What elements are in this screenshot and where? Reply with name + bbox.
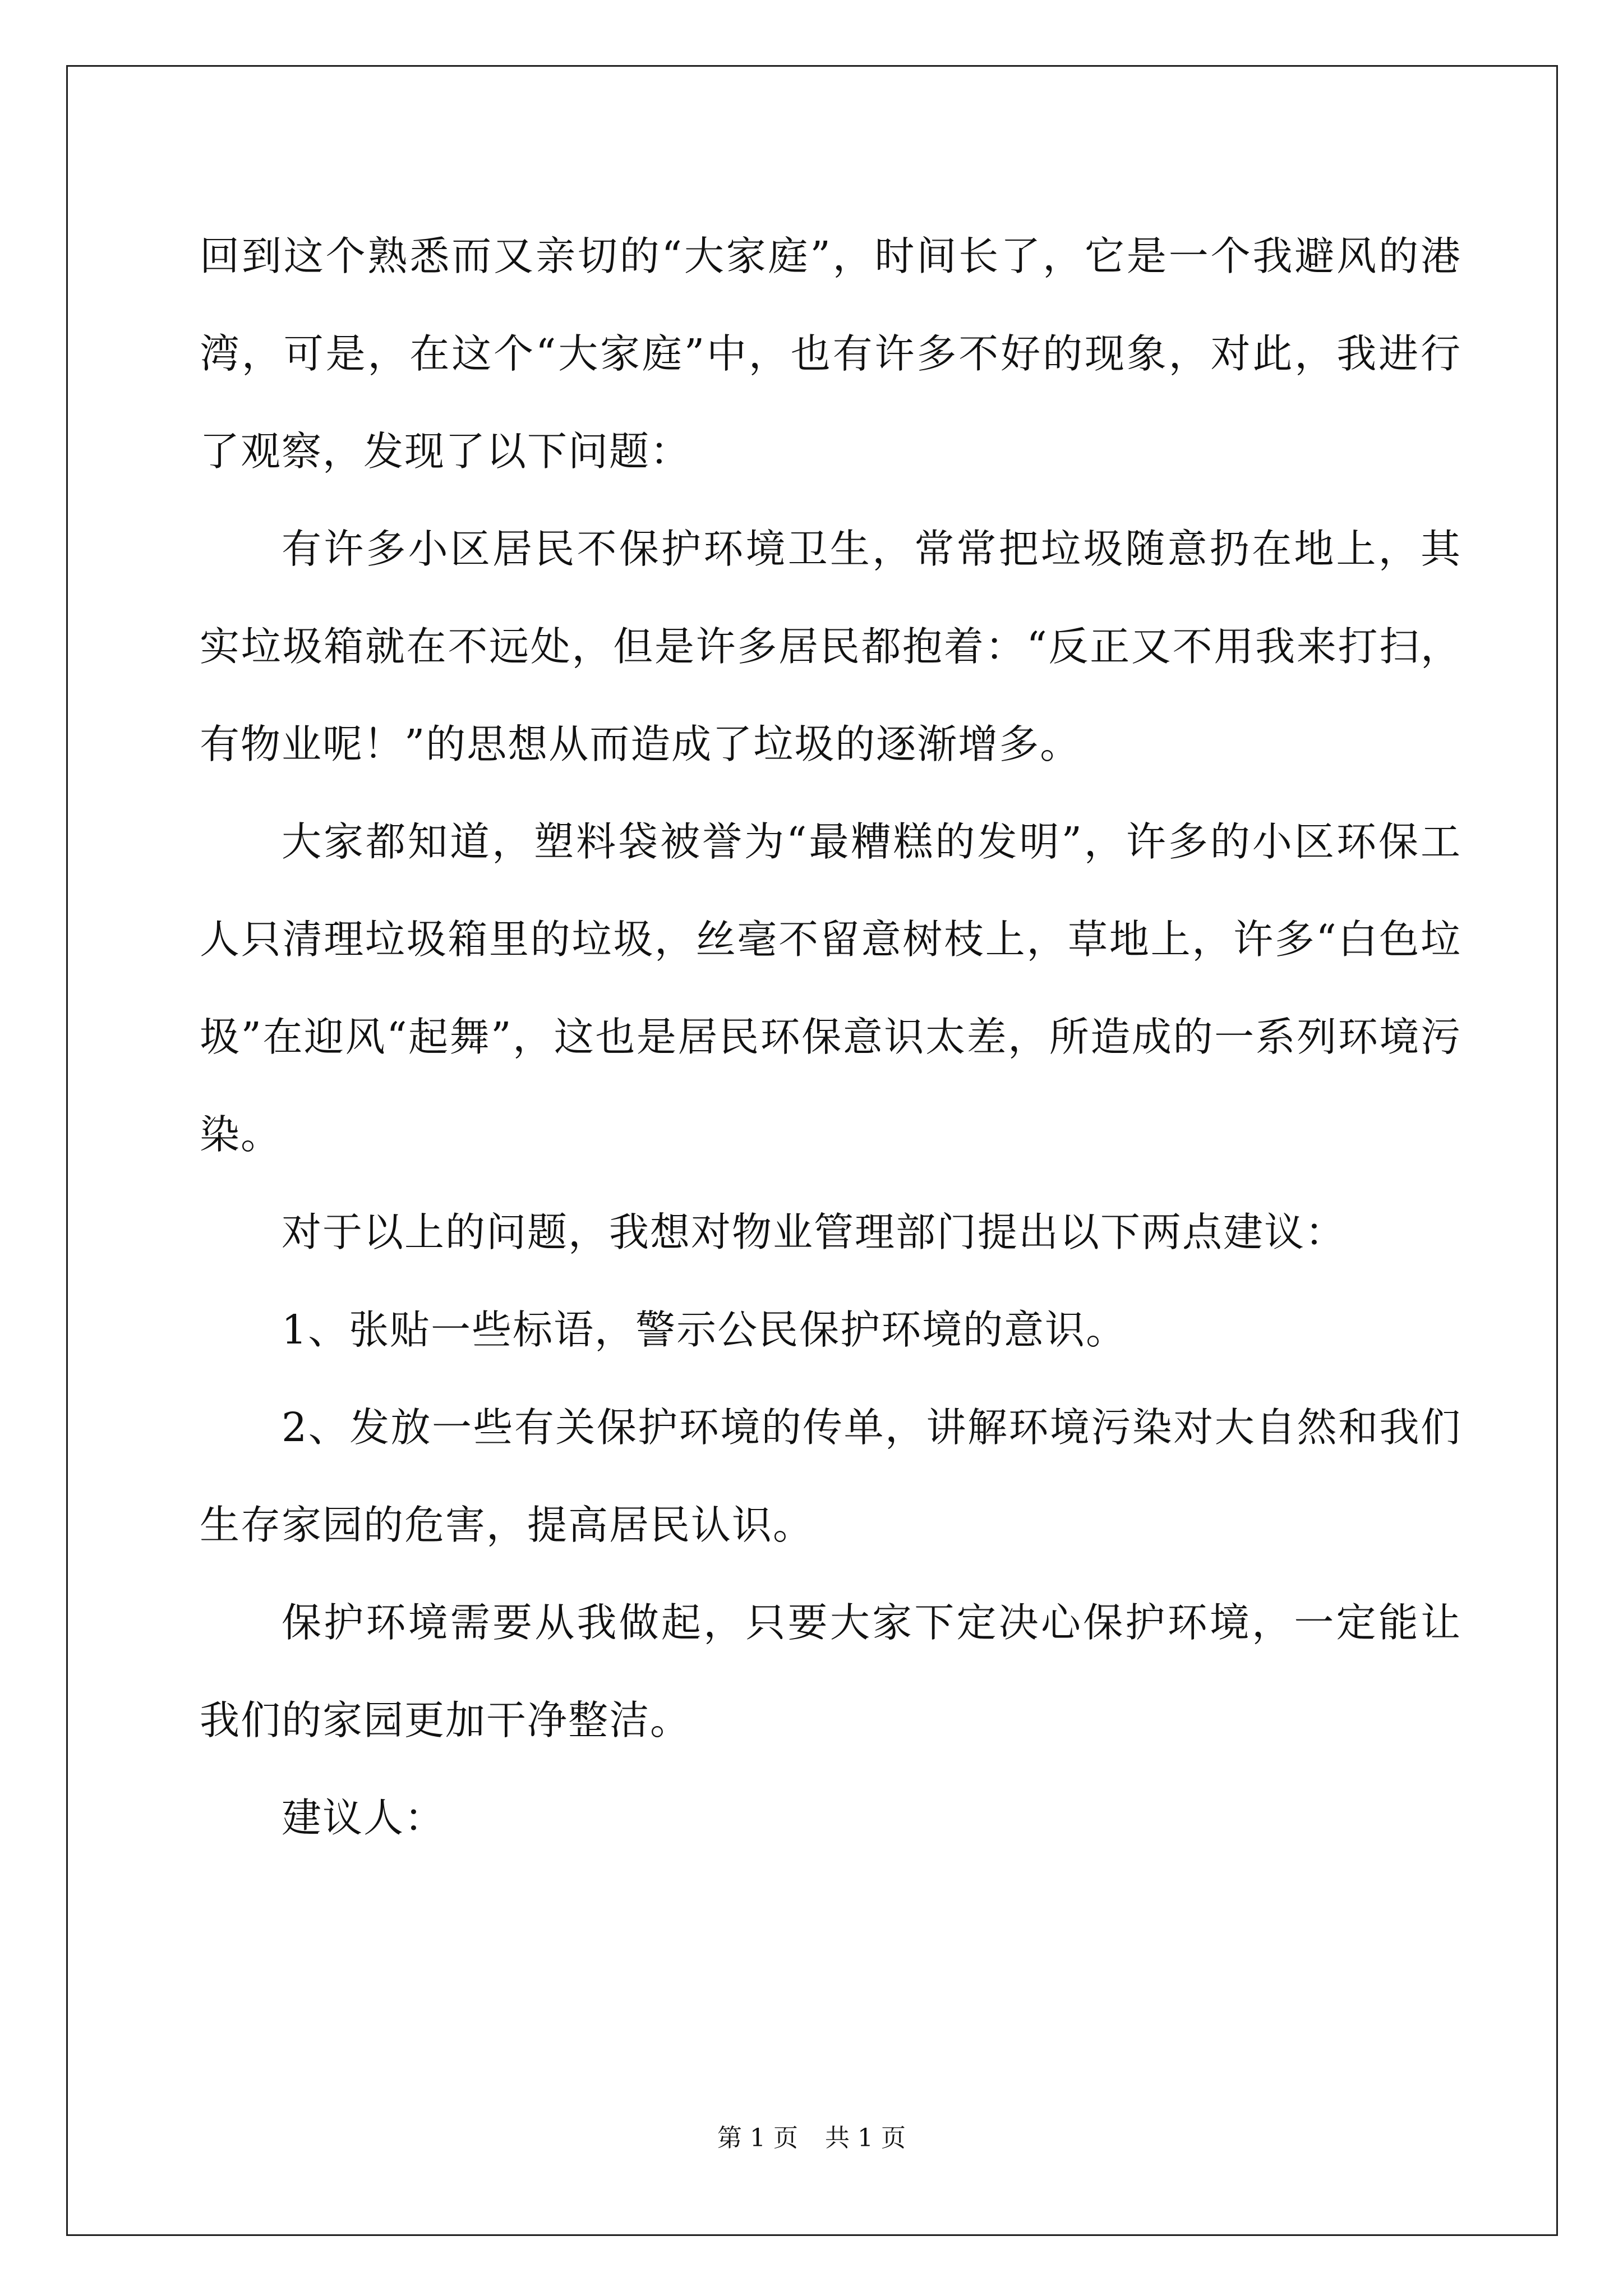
page-number: 第 1 页 [717,2124,798,2152]
document-body [200,208,1461,1867]
paragraph-littering: 有许多小区居民不保护环境卫生，常常把垃圾随意扔在地上，其实垃圾箱就在不远处，但是许多居民都抱着：“反正又不用我来打扫，有物业呢！”的思想从而造成了垃圾的逐渐增多。 [200,526,1461,767]
paragraph-suggestion-lead: 对于以上的问题，我想对物业管理部门提出以下两点建议： [282,1209,1347,1255]
paragraph-suggestion-1: 1、张贴一些标语，警示公民保护环境的意识。 [282,1306,1127,1353]
paragraph-signature: 建议人： [282,1795,446,1841]
page-footer [0,2122,1623,2155]
paragraph-suggestion-2: 2、发放一些有关保护环境的传单，讲解环境污染对大自然和我们生存家园的危害，提高居民认识。 [200,1404,1461,1548]
page-total: 共 1 页 [825,2124,906,2152]
paragraph-conclusion: 保护环境需要从我做起，只要大家下定决心保护环境，一定能让我们的家园更加干净整洁。 [200,1599,1461,1743]
paragraph-white-pollution: 大家都知道，塑料袋被誉为“最糟糕的发明”，许多的小区环保工人只清理垃圾箱里的垃圾，丝毫不留意树枝上，草地上，许多“白色垃圾”在迎风“起舞”，这也是居民环保意识太差，所造成的一系列环境污染。 [200,818,1461,1158]
paragraph-intro: 回到这个熟悉而又亲切的“大家庭”，时间长了，它是一个我避风的港湾，可是，在这个“大家庭”中，也有许多不好的现象，对此，我进行了观察，发现了以下问题： [200,233,1461,475]
